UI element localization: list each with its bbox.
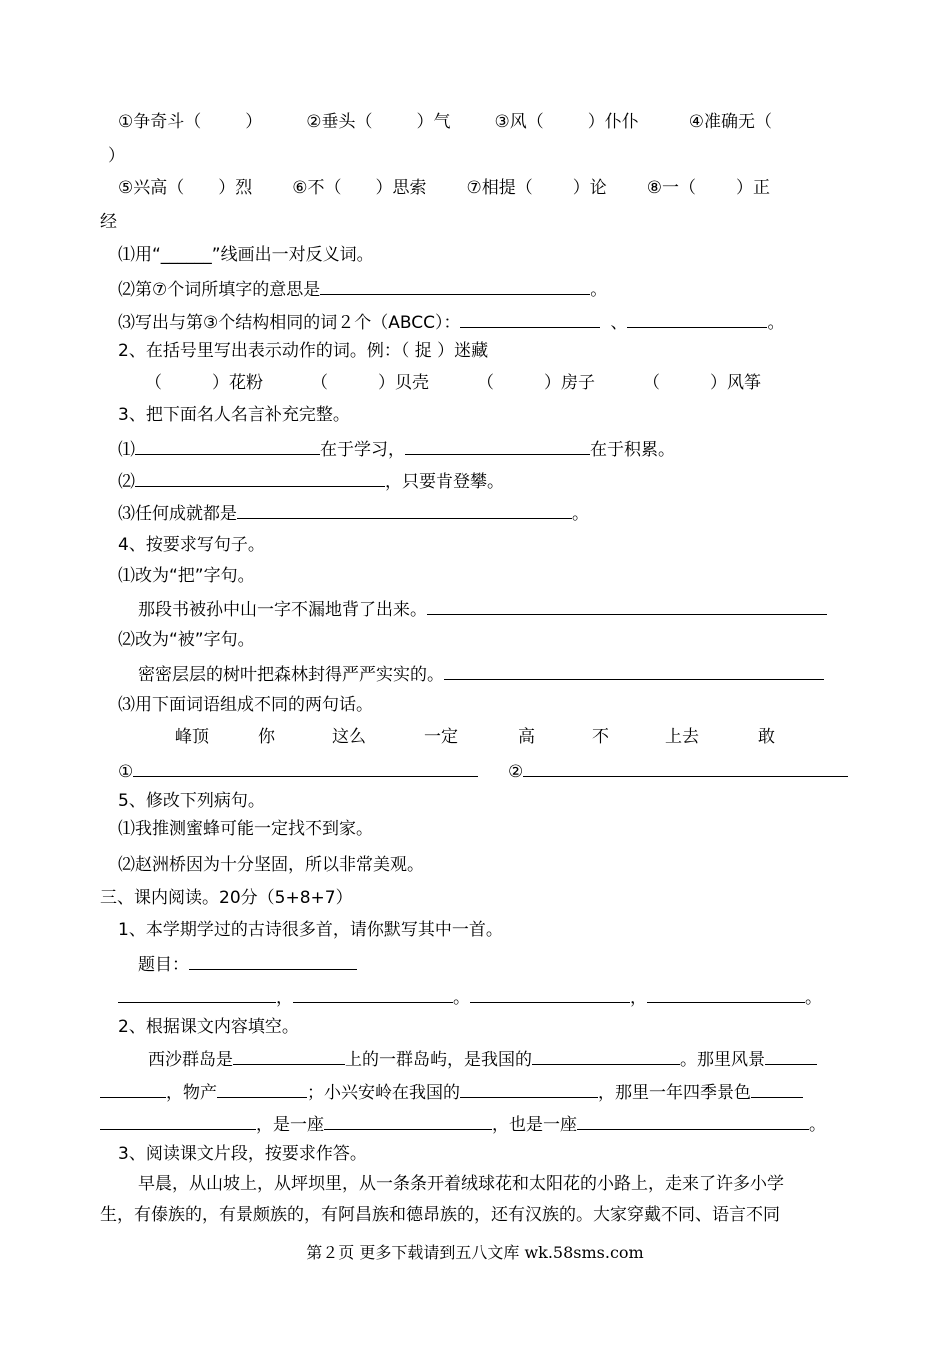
- idiom-row-1: ①争奇斗（ ） ②垂头（ ）气 ③风（ ）仆仆 ④准确无（: [118, 112, 772, 132]
- answer-blank[interactable]: [135, 436, 320, 455]
- answer-blank[interactable]: [523, 758, 848, 777]
- idiom-row-2-wrap: 经: [100, 212, 117, 232]
- q1-sub2: ⑵第⑦个词所填字的意思是 。: [118, 276, 607, 302]
- section3-q3-title: 3、阅读课文片段，按要求作答。: [118, 1144, 367, 1164]
- answer-blank[interactable]: [627, 309, 767, 328]
- poem-title-line: 题目：: [138, 951, 357, 977]
- q4-s3-title: ⑶用下面词语组成不同的两句话。: [118, 695, 373, 715]
- word: 敢: [758, 727, 775, 747]
- answer-blank[interactable]: [460, 309, 600, 328]
- answer-blank[interactable]: [647, 984, 805, 1003]
- q5-s1: ⑴我推测蜜蜂可能一定找不到家。: [118, 819, 373, 839]
- answer-blank[interactable]: [293, 984, 453, 1003]
- q4-answer-2: ②: [508, 758, 848, 784]
- answer-blank[interactable]: [100, 1111, 256, 1130]
- answer-blank[interactable]: [577, 1111, 809, 1130]
- answer-blank[interactable]: [217, 1079, 307, 1098]
- fill-line-2: ，物产 ；小兴安岭在我国的 ，那里一年四季景色: [100, 1079, 803, 1105]
- idiom-row-2: ⑤兴高（ ）烈 ⑥不（ ）思索 ⑦相提（ ）论 ⑧一（ ）正: [118, 178, 770, 198]
- answer-blank[interactable]: [444, 661, 824, 680]
- q1-sub1: ⑴用“______”线画出一对反义词。: [118, 245, 374, 265]
- answer-blank[interactable]: [133, 758, 478, 777]
- answer-blank[interactable]: [405, 436, 590, 455]
- passage-line: 生，有傣族的，有景颇族的，有阿昌族和德昂族的，还有汉族的。大家穿戴不同、语言不同: [100, 1205, 780, 1225]
- word: 你: [258, 727, 275, 747]
- q2-items: （ ）花粉 （ ）贝壳 （ ）房子 （ ）风筝: [145, 373, 761, 393]
- q3-s2: ⑵ ，只要肯登攀。: [118, 468, 504, 494]
- answer-blank[interactable]: [470, 984, 630, 1003]
- answer-blank[interactable]: [320, 276, 590, 295]
- q4-s1-title: ⑴改为“把”字句。: [118, 566, 255, 586]
- answer-blank[interactable]: [237, 500, 572, 519]
- answer-blank[interactable]: [189, 951, 357, 970]
- word: 这么: [332, 727, 366, 747]
- q5-title: 5、修改下列病句。: [118, 791, 265, 811]
- q4-title: 4、按要求写句子。: [118, 535, 265, 555]
- idiom-row-1-wrap: ）: [108, 146, 125, 166]
- answer-blank[interactable]: [427, 596, 827, 615]
- word: 不: [592, 727, 609, 747]
- word: 上去: [665, 727, 699, 747]
- answer-blank[interactable]: [751, 1079, 803, 1098]
- answer-blank[interactable]: [765, 1046, 817, 1065]
- q3-s1: ⑴ 在于学习， 在于积累。: [118, 436, 675, 462]
- answer-blank[interactable]: [460, 1079, 598, 1098]
- answer-blank[interactable]: [532, 1046, 680, 1065]
- answer-blank[interactable]: [135, 468, 385, 487]
- section3-q1-title: 1、本学期学过的古诗很多首，请你默写其中一首。: [118, 920, 503, 940]
- q4-answer-1: ①: [118, 758, 478, 784]
- passage-line: 早晨，从山坡上，从坪坝里，从一条条开着绒球花和太阳花的小路上，走来了许多小学: [138, 1174, 784, 1194]
- fill-line-3: ，是一座 ，也是一座 。: [100, 1111, 826, 1137]
- fill-line-1: 西沙群岛是 上的一群岛屿，是我国的 。那里风景: [148, 1046, 817, 1072]
- word: 高: [518, 727, 535, 747]
- q1-sub3: ⑶写出与第③个结构相同的词２个（ABCC）： 、 。: [118, 309, 784, 335]
- poem-lines: ， 。 ， 。: [118, 984, 822, 1010]
- q2-title: 2、在括号里写出表示动作的词。例：（ 捉 ）迷藏: [118, 341, 489, 361]
- q4-s2-title: ⑵改为“被”字句。: [118, 630, 255, 650]
- q4-s2-sentence: 密密层层的树叶把森林封得严严实实的。: [138, 661, 824, 687]
- q3-title: 3、把下面名人名言补充完整。: [118, 405, 350, 425]
- q5-s2: ⑵赵洲桥因为十分坚固，所以非常美观。: [118, 855, 424, 875]
- word: 一定: [424, 727, 458, 747]
- word: 峰顶: [175, 727, 209, 747]
- answer-blank[interactable]: [233, 1046, 345, 1065]
- q4-s1-sentence: 那段书被孙中山一字不漏地背了出来。: [138, 596, 827, 622]
- answer-blank[interactable]: [100, 1079, 166, 1098]
- answer-blank[interactable]: [118, 984, 276, 1003]
- section3-q2-title: 2、根据课文内容填空。: [118, 1017, 299, 1037]
- answer-blank[interactable]: [324, 1111, 492, 1130]
- page-footer: 第２页 更多下载请到五八文库 wk.58sms.com: [306, 1243, 644, 1262]
- q3-s3: ⑶任何成就都是 。: [118, 500, 589, 526]
- section3-title: 三、课内阅读。20分（5+8+7）: [100, 888, 353, 908]
